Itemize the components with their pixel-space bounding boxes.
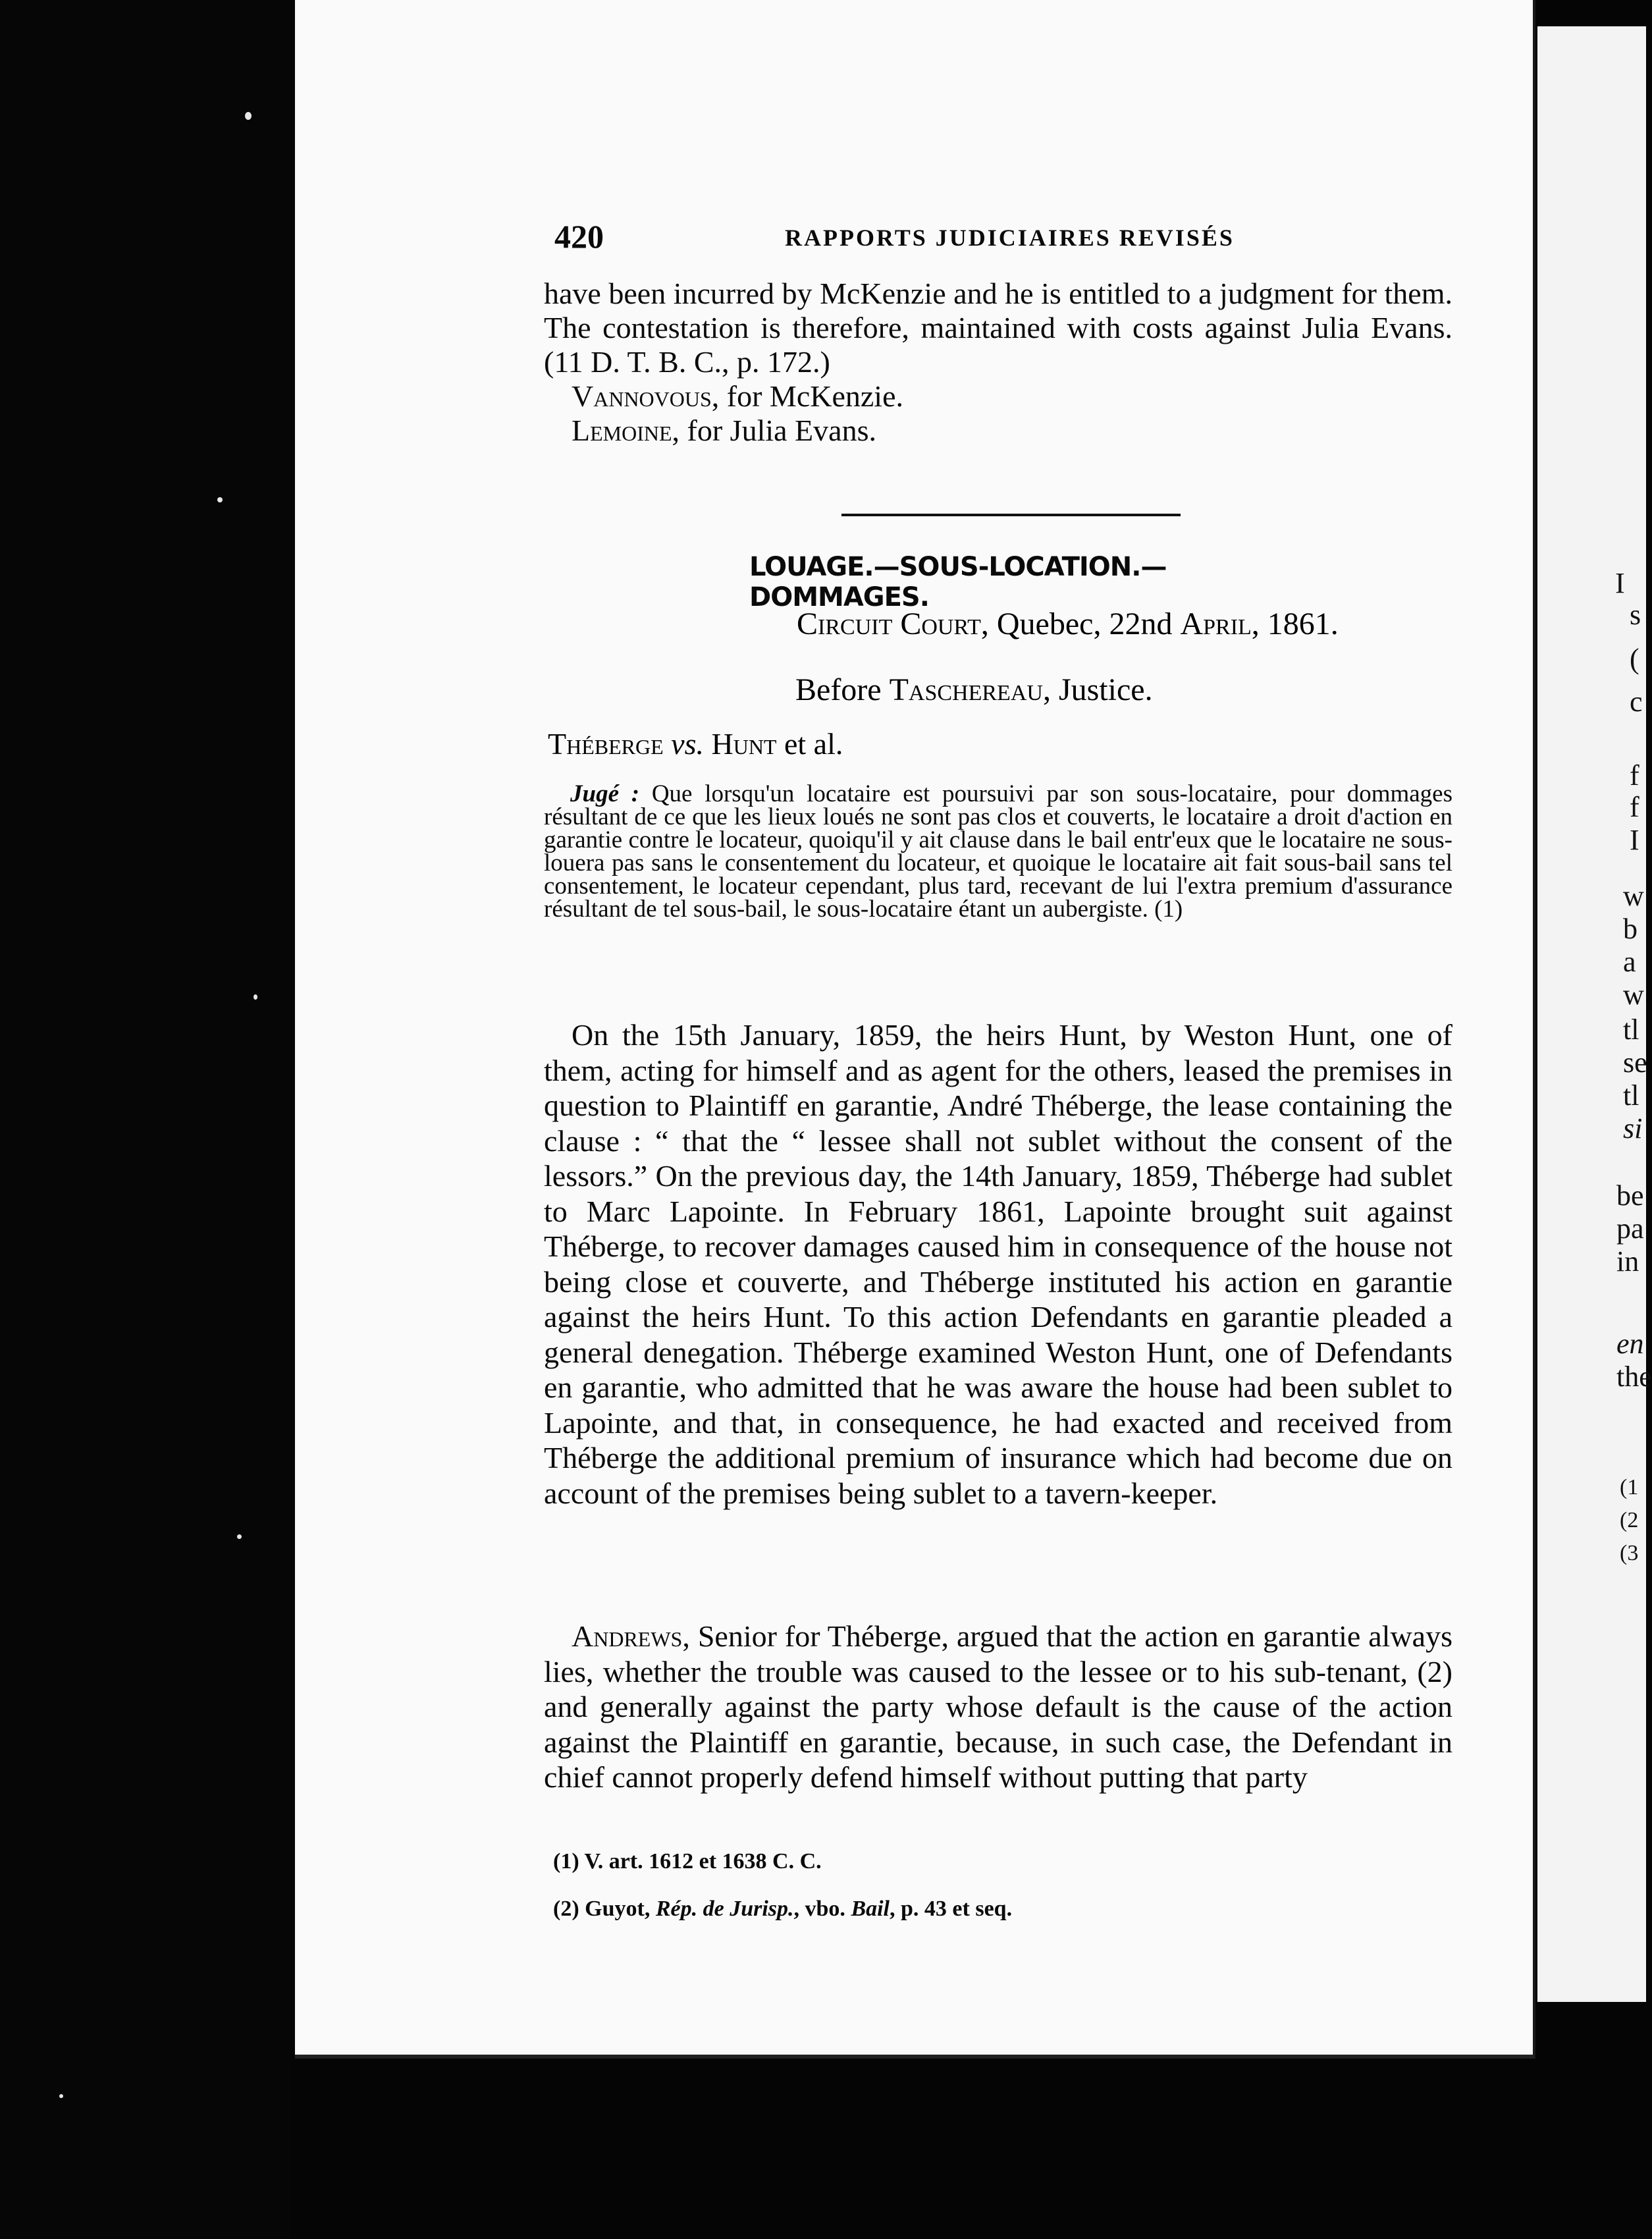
facing-page-edge [1537,26,1652,2002]
argument-paragraph [544,1619,1452,1795]
facing-fragment: pa [1616,1212,1644,1245]
party-defendant: Hunt [711,727,777,761]
facing-fragment: the [1616,1361,1652,1393]
court-year: , 1861. [1251,607,1339,641]
running-title: RAPPORTS JUDICIAIRES REVISÉS [785,225,1235,251]
facing-fragment: ( [1630,643,1639,675]
facing-fragment: (3 [1620,1541,1639,1565]
party-plaintiff: Théberge [548,727,664,761]
case-headnote-title: LOUAGE.—SOUS-LOCATION.—DOMMAGES. [749,552,1167,612]
facing-fragment: f [1630,759,1639,792]
facing-fragment: a [1623,946,1636,978]
counsel-role: , for Julia Evans. [672,414,876,447]
scan-speck [217,497,223,502]
facing-fragment: f [1630,791,1639,823]
facing-fragment: w [1623,880,1644,912]
court-name: Circuit Court [797,607,981,641]
running-head [554,217,1279,263]
footnote-2-sep: , vbo. [793,1897,851,1921]
footnote-1: (1) V. art. 1612 et 1638 C. C. [553,1849,822,1874]
court-line [797,606,1339,642]
judge-line [795,672,1153,708]
facing-fragment: I [1615,567,1625,599]
facing-fragment: (1 [1620,1475,1639,1499]
footnote-2-page: , p. 43 et seq. [890,1897,1013,1921]
page-number: 420 [554,218,604,255]
facing-fragment: tl [1623,1079,1639,1112]
facing-fragment: (2 [1620,1508,1639,1532]
footnote-2-author: (2) Guyot, [553,1897,656,1921]
counsel-name: Lemoine [572,414,672,447]
judge-suffix: , Justice. [1042,672,1153,707]
scan-speck [253,994,257,1000]
facing-fragment: I [1630,824,1639,856]
facing-fragment: s [1630,599,1641,631]
versus: vs. [671,727,704,761]
party-suffix: et al. [776,727,843,761]
counsel-name: Vannovous [572,379,712,413]
scan-border [0,0,290,2239]
juge-label: Jugé : [570,780,640,807]
facing-fragment: w [1623,979,1644,1011]
judge-prefix: Before [795,672,890,707]
scan-speck [237,1534,242,1539]
facing-fragment: tl [1623,1013,1639,1046]
argument-text: , Senior for Théberge, argued that the action en garantie always lies, whether the trouble was caused to the lessee or to his sub-tenant, (2) and generally against the party whose default is the cause of the action against the Plaintiff en garantie, because, in such case, the Defendant in chief cannot properly defend himself without putting that party [544,1619,1452,1794]
court-place-date: , Quebec, 22nd [980,607,1181,641]
scan-speck [245,112,252,120]
footnote-2-work: Rép. de Jurisp. [655,1897,794,1921]
facing-fragment: se [1623,1046,1647,1079]
facing-fragment: en [1616,1328,1644,1360]
footnote-2-entry: Bail [851,1897,890,1921]
judge-name: Taschereau [889,672,1043,707]
facing-fragment: be [1616,1179,1644,1212]
previous-case-conclusion: have been incurred by McKenzie and he is entitled to a judgment for them. The contestation is therefore, maintained with costs against Julia Evans. (11 D. T. B. C., p. 172.) [544,277,1452,379]
case-parties [548,726,843,761]
facing-fragment: c [1630,686,1643,718]
court-month: April [1180,607,1252,641]
footnote-2 [553,1897,1012,1922]
summary-text: Que lorsqu'un locataire est poursuivi par son sous-locataire, pour dommages résultant de ce que les lieux loués ne sont pas clos et couverts, le locataire a droit d'action en garantie contre le locateur, quoiqu'il y ait clause dans le bail entr'eux que le locataire ne sous-louera pas sans le consentement du locateur, et quoique le locataire ait fait sous-bail sans tel consentement, le locateur cependant, plus tard, recevant de lui l'extra premium d'assurance résultant de tel sous-bail, le sous-locataire étant un aubergiste. (1) [544,780,1452,923]
facing-fragment: si [1623,1112,1643,1145]
facts-text: On the 15th January, 1859, the heirs Hunt, by Weston Hunt, one of them, acting for himself and as agent for the others, leased the premises in question to Plaintiff en garantie, André Théberge, the lease containing the clause : “ that the “ lessee shall not sublet without the consent of the lessors.” On the previous day, the 14th January, 1859, Théberge had sublet to Marc Lapointe. In February 1861, Lapointe brought suit against Théberge, to recover damages caused him in consequence of the house not being close et couverte, and Théberge instituted his action en garantie against the heirs Hunt. To this action Defendants en garantie pleaded a general denegation. Théberge examined Weston Hunt, one of Defendants en garantie, who admitted that he was aware the house had been sublet to Lapointe, and that, in consequence, he had exacted and received from Théberge the additional premium of insurance which had become due on account of the premises being sublet to a tavern-keeper. [544,1018,1452,1510]
counsel-role: , for McKenzie. [711,379,904,413]
scan-speck [59,2094,63,2098]
counsel-andrews: Andrews [572,1619,683,1653]
facing-fragment: in [1616,1245,1639,1278]
case-summary [544,782,1452,921]
facts-paragraph [544,1017,1452,1511]
previous-case-text [544,277,1452,448]
facing-fragment: b [1623,913,1638,945]
section-divider [841,514,1181,516]
